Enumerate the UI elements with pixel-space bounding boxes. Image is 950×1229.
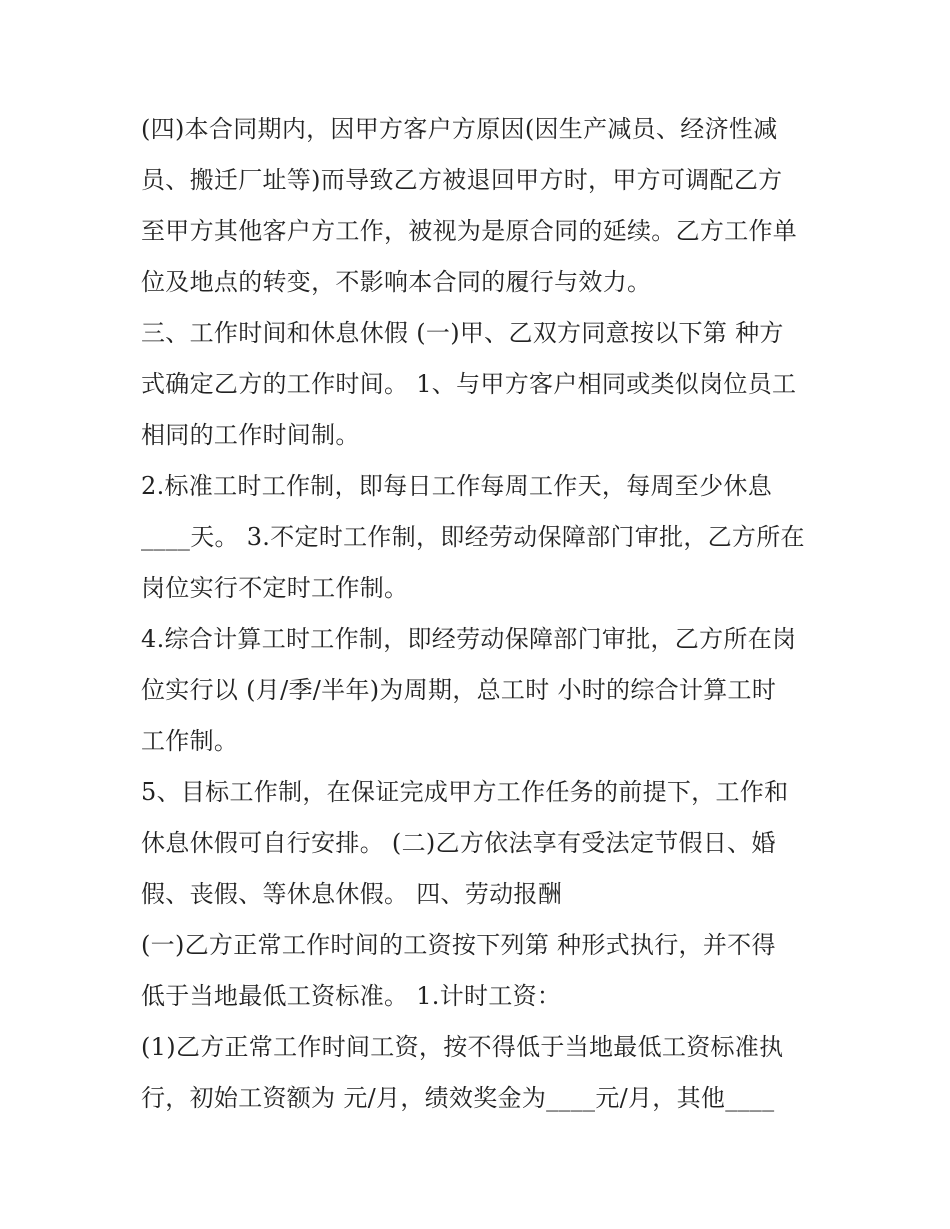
text-line: 位实行以 (月/季/半年)为周期，总工时 小时的综合计算工时 — [141, 676, 777, 704]
document-body — [141, 104, 821, 1124]
text-line: 2.标准工时工作制，即每日工作每周工作天，每周至少休息 — [141, 472, 772, 500]
text-line: 位及地点的转变，不影响本合同的履行与效力。 — [141, 268, 652, 296]
text-line: 至甲方其他客户方工作，被视为是原合同的延续。乙方工作单 — [141, 217, 798, 245]
text-line: (四)本合同期内，因甲方客户方原因(因生产减员、经济性减 — [141, 115, 778, 143]
text-line: 行，初始工资额为 元/月，绩效奖金为____元/月，其他____ — [141, 1084, 775, 1112]
text-line: (1)乙方正常工作时间工资，按不得低于当地最低工资标准执 — [141, 1033, 784, 1061]
text-line: ____天。 3.不定时工作制，即经劳动保障部门审批，乙方所在 — [141, 523, 805, 551]
text-line: 三、工作时间和休息休假 (一)甲、乙双方同意按以下第 种方 — [141, 319, 784, 347]
text-line: 相同的工作时间制。 — [141, 421, 360, 449]
text-line: 式确定乙方的工作时间。 1、与甲方客户相同或类似岗位员工 — [141, 370, 797, 398]
text-line: 工作制。 — [141, 727, 239, 755]
text-line: 假、丧假、等休息休假。 四、劳动报酬 — [141, 880, 563, 908]
text-line: 4.综合计算工时工作制，即经劳动保障部门审批，乙方所在岗 — [141, 625, 797, 653]
text-line: 低于当地最低工资标准。 1.计时工资： — [141, 982, 562, 1010]
text-line: 岗位实行不定时工作制。 — [141, 574, 409, 602]
text-line: 员、搬迁厂址等)而导致乙方被退回甲方时，甲方可调配乙方 — [141, 166, 783, 194]
text-line: (一)乙方正常工作时间的工资按下列第 种形式执行，并不得 — [141, 931, 776, 959]
text-line: 5、目标工作制，在保证完成甲方工作任务的前提下，工作和 — [141, 778, 789, 806]
text-line: 休息休假可自行安排。 (二)乙方依法享有受法定节假日、婚 — [141, 829, 776, 857]
